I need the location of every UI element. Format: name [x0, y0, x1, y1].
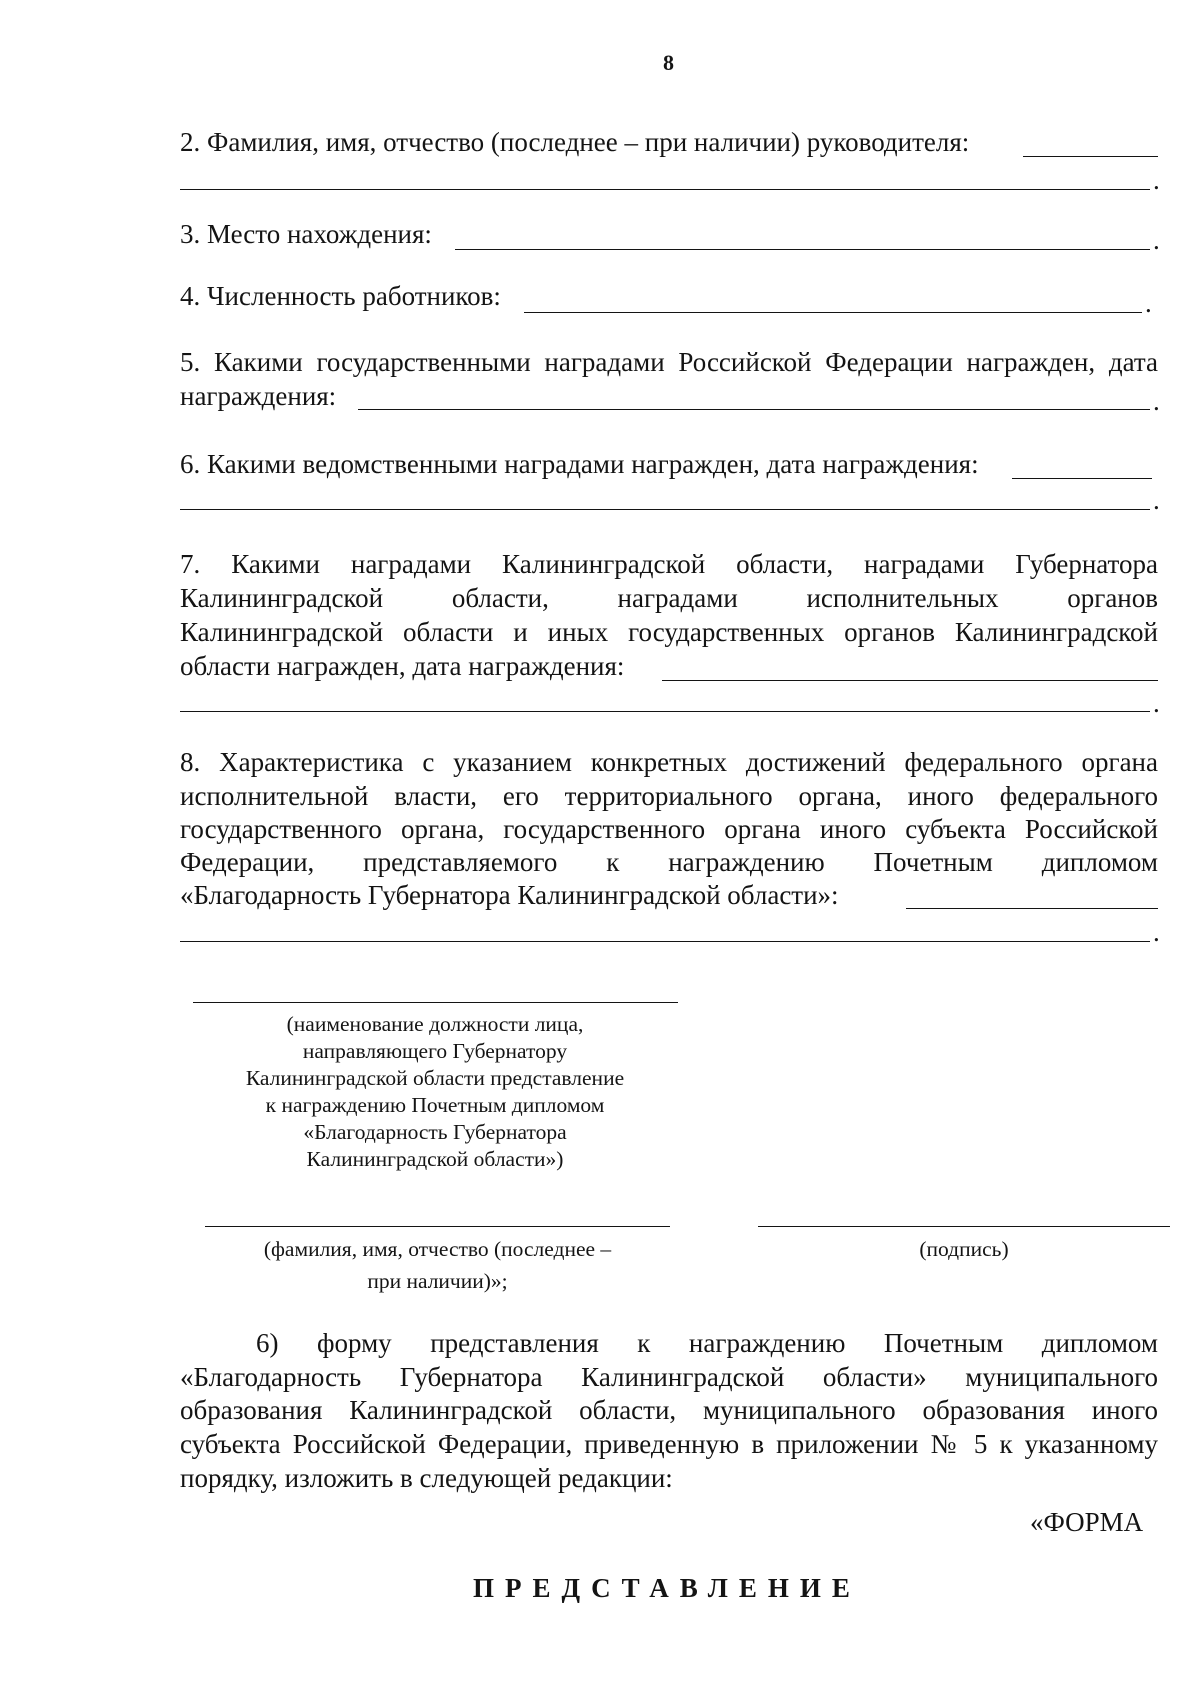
- item-7-line-1: 7. Какими наградами Калининградской области, наградами Губернатора: [180, 549, 1158, 579]
- position-caption-line-2: направляющего Губернатору: [302, 1039, 568, 1063]
- item-6b-line-5: порядку, изложить в следующей редакции:: [180, 1463, 673, 1493]
- name-caption-line-2: при наличии)»;: [367, 1269, 508, 1293]
- name-caption-line-1: (фамилия, имя, отчество (последнее –: [263, 1237, 612, 1261]
- name-signature-line: [205, 1226, 670, 1227]
- item-8-line-2: исполнительной власти, его территориального органа, иного федерального: [180, 781, 1158, 811]
- item-2-fill-line: [1023, 156, 1158, 157]
- item-3-fill-line: [455, 249, 1150, 250]
- position-caption-line-5: «Благодарность Губернатора: [303, 1120, 567, 1144]
- position-caption-line-4: к награждению Почетным дипломом: [265, 1093, 605, 1117]
- item-5-line-2: награждения:: [180, 381, 337, 411]
- position-caption: [195, 1011, 675, 1173]
- position-caption-line-1: (наименование должности лица,: [286, 1012, 584, 1036]
- item-8-line-3: государственного органа, государственного органа иного субъекта Российской: [180, 814, 1158, 844]
- item-2-label: 2. Фамилия, имя, отчество (последнее – при наличии) руководителя:: [180, 127, 970, 157]
- position-caption-line-3: Калининградской области представление: [245, 1066, 625, 1090]
- item-4-fill-line: [524, 312, 1142, 313]
- name-caption: [205, 1236, 670, 1295]
- item-5-period: .: [1153, 386, 1160, 416]
- item-8-fill-line-2: [180, 941, 1150, 942]
- form-label: «ФОРМА: [1030, 1507, 1144, 1537]
- item-8-line-1: 8. Характеристика с указанием конкретных достижений федерального органа: [180, 747, 1158, 777]
- item-7-line-4: области награжден, дата награждения:: [180, 651, 625, 681]
- document-title: ПРЕДСТАВЛЕНИЕ: [473, 1573, 861, 1603]
- item-7-line-2: Калининградской области, наградами исполнительных органов: [180, 583, 1158, 613]
- position-signature-line: [193, 1002, 678, 1003]
- item-4-label: 4. Численность работников:: [180, 281, 501, 311]
- item-6-fill-line: [1012, 478, 1152, 479]
- item-7-period: .: [1153, 688, 1160, 718]
- position-caption-line-6: Калининградской области»): [306, 1147, 564, 1171]
- item-6b-line-2: «Благодарность Губернатора Калининградской области» муниципального: [180, 1362, 1158, 1392]
- item-6-period: .: [1153, 485, 1160, 515]
- item-8-fill-line: [906, 908, 1158, 909]
- item-5-line-1: 5. Какими государственными наградами Российской Федерации награжден, дата: [180, 347, 1158, 377]
- signature-caption: (подпись): [919, 1237, 1009, 1261]
- item-6b-line-1: 6) форму представления к награждению Почетным дипломом: [256, 1328, 1158, 1358]
- item-3-period: .: [1153, 225, 1160, 255]
- item-2-period: .: [1153, 165, 1160, 195]
- item-8-line-5: «Благодарность Губернатора Калининградской области»:: [180, 880, 839, 910]
- item-3-label: 3. Место нахождения:: [180, 219, 432, 249]
- signature-line: [758, 1226, 1170, 1227]
- item-7-fill-line-2: [180, 711, 1150, 712]
- item-5-fill-line: [358, 409, 1150, 410]
- item-6b-line-4: субъекта Российской Федерации, приведенную в приложении № 5 к указанному: [180, 1429, 1158, 1459]
- item-6-label: 6. Какими ведомственными наградами награжден, дата награждения:: [180, 449, 979, 479]
- item-7-fill-line: [662, 680, 1158, 681]
- page-number: 8: [663, 50, 674, 75]
- item-8-line-4: Федерации, представляемого к награждению Почетным дипломом: [180, 847, 1158, 877]
- item-6-fill-line-2: [180, 509, 1150, 510]
- item-2-fill-line-2: [180, 189, 1150, 190]
- item-6b-line-3: образования Калининградской области, муниципального образования иного: [180, 1395, 1158, 1425]
- item-7-line-3: Калининградской области и иных государственных органов Калининградской: [180, 617, 1158, 647]
- item-8-period: .: [1153, 917, 1160, 947]
- item-4-period: .: [1145, 288, 1152, 318]
